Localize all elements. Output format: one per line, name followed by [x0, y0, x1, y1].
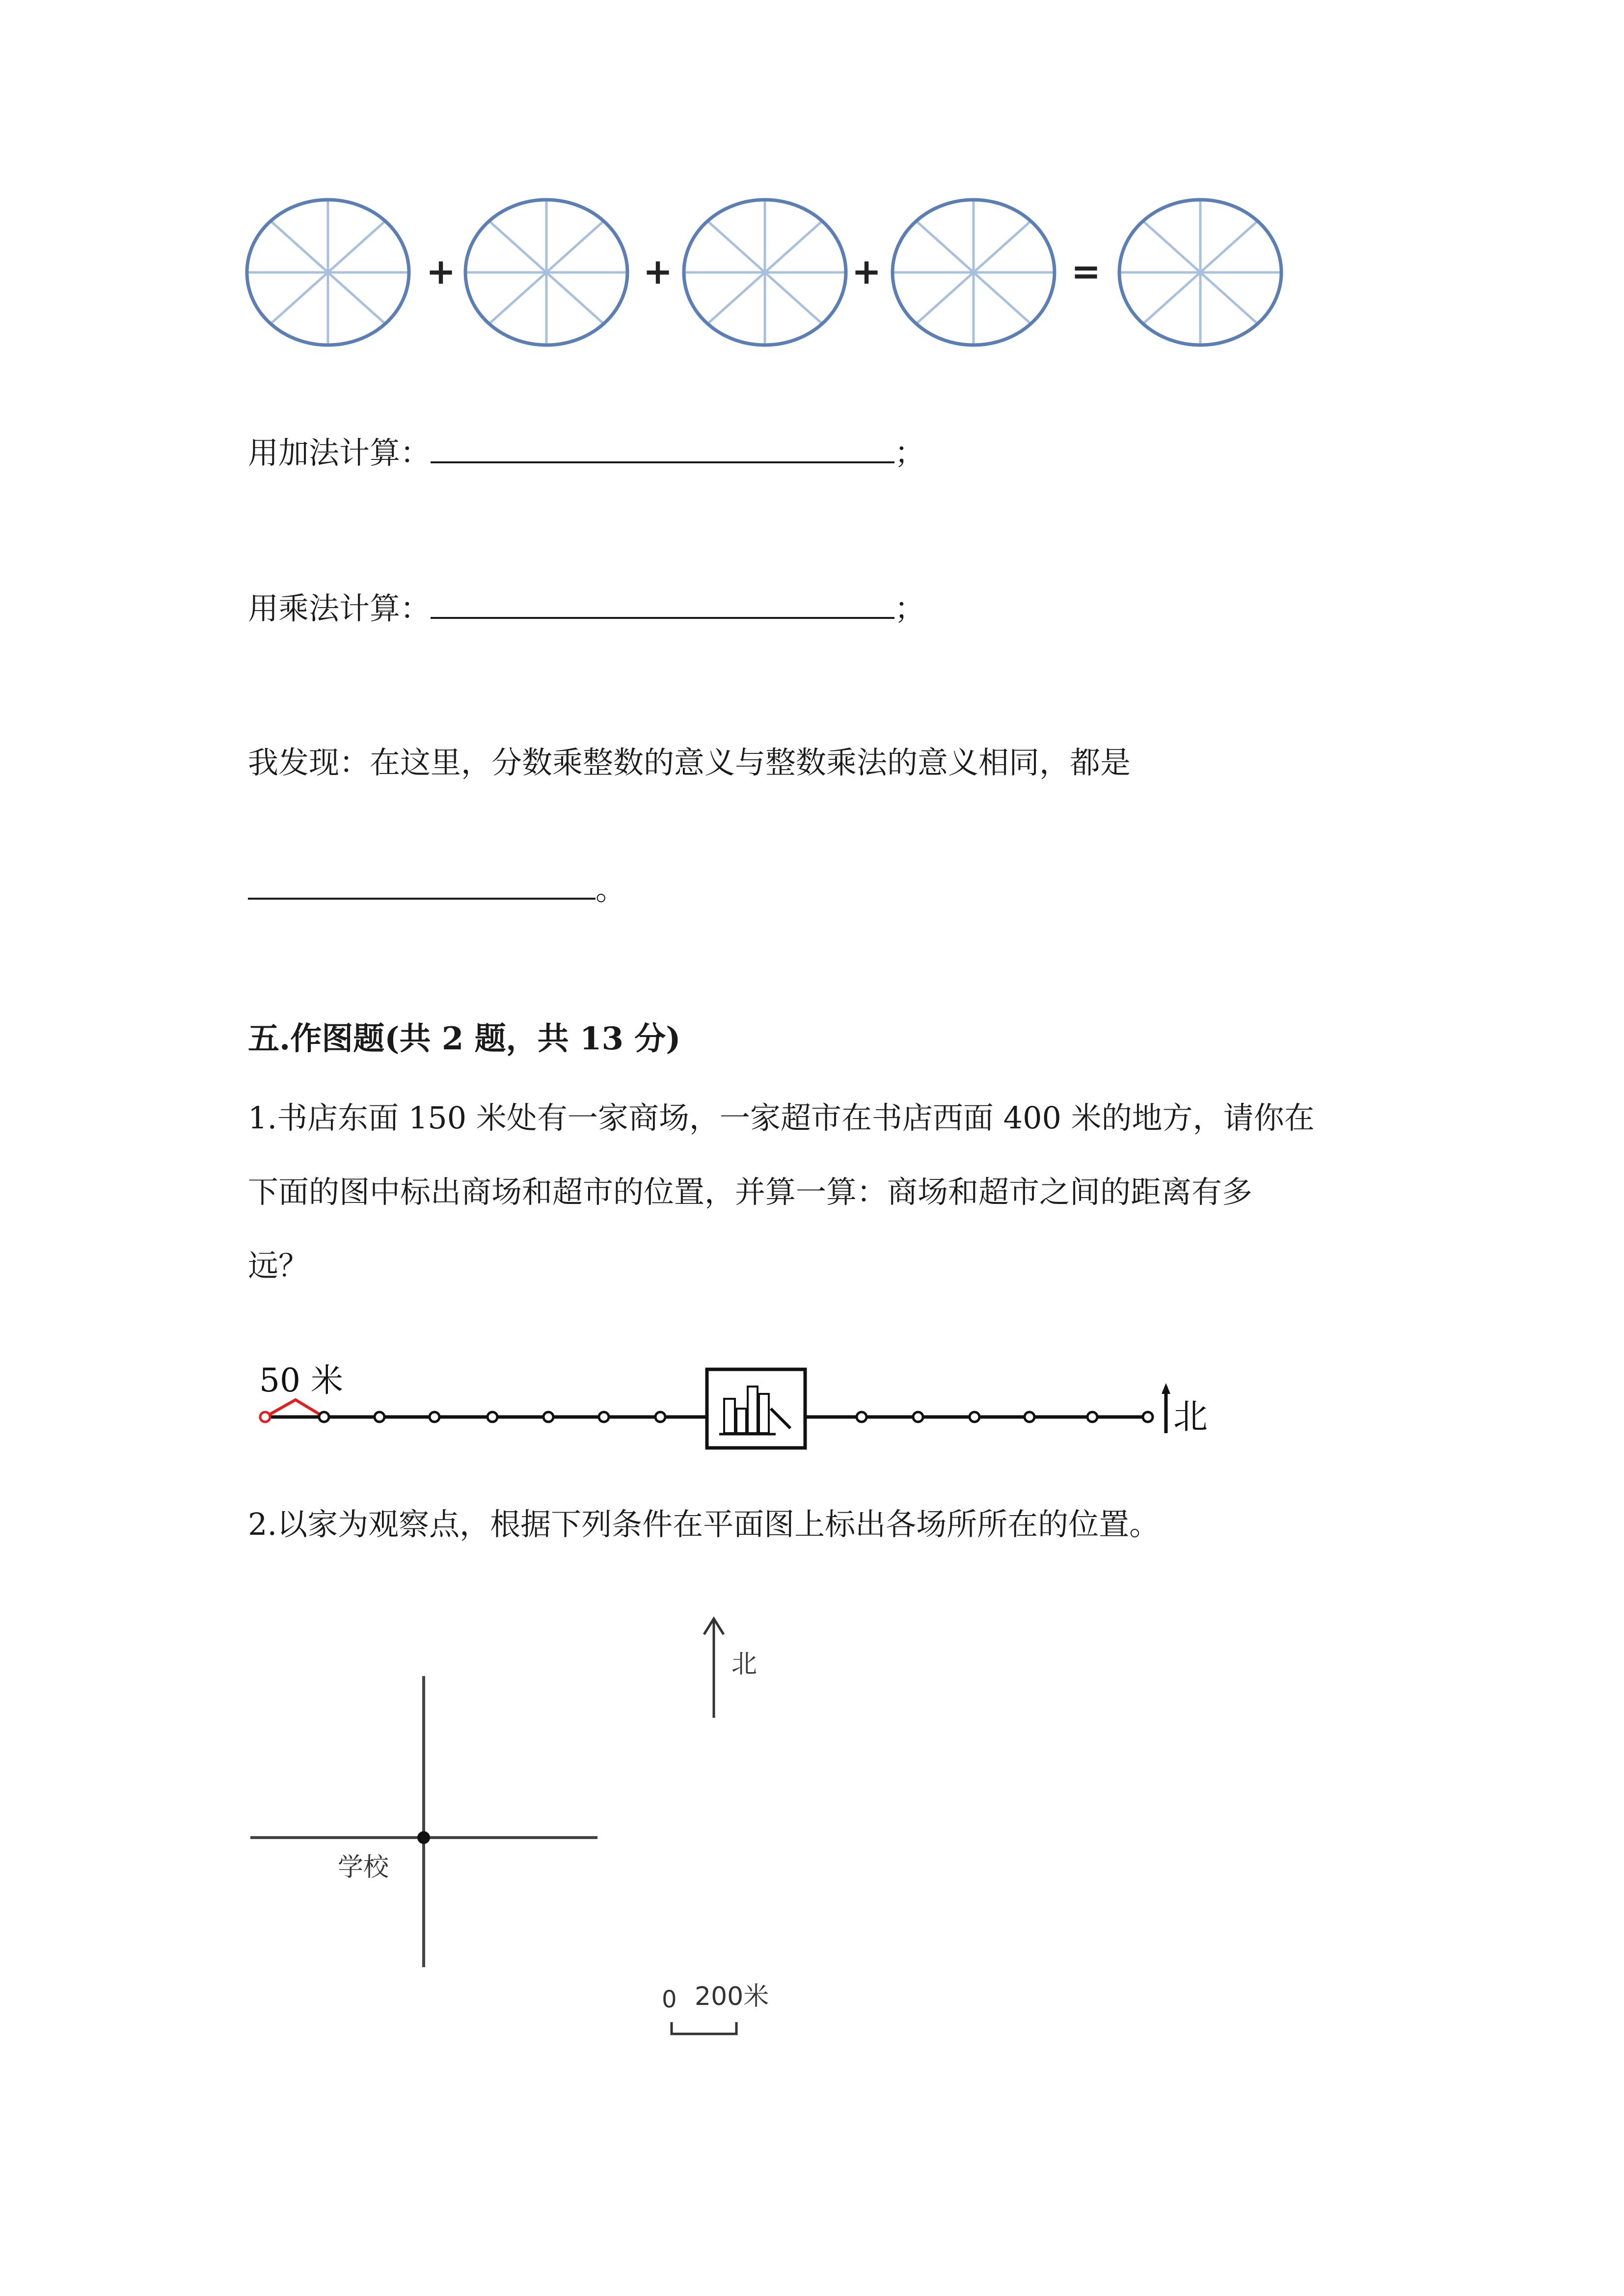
number-line-dot [1087, 1412, 1097, 1422]
number-line-dot [319, 1412, 329, 1422]
addition-label: 用加法计算： [248, 435, 431, 471]
school-point [417, 1831, 430, 1844]
map-scale-zero: 0 [662, 1986, 677, 2013]
number-line-dot [375, 1412, 384, 1422]
number-line-dot [970, 1412, 979, 1422]
discovery-tail: 。 [595, 871, 626, 907]
fraction-circle [247, 200, 409, 345]
bookstore-shelf-3 [748, 1387, 758, 1433]
map-scale-bar [672, 2022, 736, 2034]
fraction-circle [893, 200, 1055, 345]
multiplication-tail: ； [894, 590, 925, 626]
number-line-dot [260, 1412, 270, 1422]
plus-sign: + [851, 251, 882, 292]
plus-sign: + [426, 251, 456, 292]
number-line-dot [857, 1412, 866, 1422]
question1-line2: 下面的图中标出商场和超市的位置，并算一算：商场和超市之间的距离有多 [248, 1174, 1253, 1210]
number-line-dot [913, 1412, 923, 1422]
number-line-dot [655, 1412, 665, 1422]
question1-line1: 1.书店东面 150 米处有一家商场，一家超市在书店西面 400 米的地方，请你在 [248, 1100, 1315, 1136]
multiplication-question [248, 591, 925, 624]
number-line-dot [1143, 1412, 1153, 1422]
plan-map [236, 1600, 825, 2042]
fraction-circle [1119, 200, 1281, 345]
discovery-answer-blank[interactable] [248, 872, 595, 900]
plus-sign: + [643, 251, 673, 292]
scale-label: 50 米 [259, 1362, 343, 1399]
addition-answer-blank[interactable] [431, 436, 894, 463]
school-label: 学校 [338, 1853, 389, 1882]
fraction-circle [684, 200, 846, 345]
map-north-label: 北 [731, 1650, 758, 1679]
question1-line3: 远？ [248, 1248, 309, 1283]
addition-question [248, 435, 925, 471]
section-title: 五.作图题(共 2 题，共 13 分) [248, 1020, 681, 1057]
discovery-sentence: 我发现：在这里，分数乘整数的意义与整数乘法的意义相同，都是 [248, 745, 1131, 780]
number-line-dot [430, 1412, 439, 1422]
number-line-diagram [245, 1345, 1227, 1458]
map-scale-label: 200米 [695, 1982, 769, 2011]
multiplication-label: 用乘法计算： [248, 590, 431, 626]
bookstore-shelf-2 [736, 1409, 746, 1433]
fraction-circle [465, 200, 627, 345]
question2-text: 2.以家为观察点，根据下列条件在平面图上标出各场所所在的位置。 [248, 1506, 1160, 1542]
fraction-circles-row [236, 187, 1316, 363]
number-line-dot [487, 1412, 497, 1422]
number-line-dot [599, 1412, 609, 1422]
discovery-answer [248, 872, 626, 905]
scale-mark [265, 1400, 324, 1417]
north-label: 北 [1173, 1396, 1208, 1437]
equals-sign: = [1071, 251, 1101, 292]
number-line-dot [1025, 1412, 1034, 1422]
north-arrow-head [1162, 1383, 1170, 1394]
bookstore-shelf-1 [724, 1399, 735, 1433]
addition-tail: ； [894, 435, 925, 471]
multiplication-answer-blank[interactable] [431, 591, 894, 619]
number-line-dot [543, 1412, 553, 1422]
bookstore-shelf-4 [759, 1394, 769, 1433]
